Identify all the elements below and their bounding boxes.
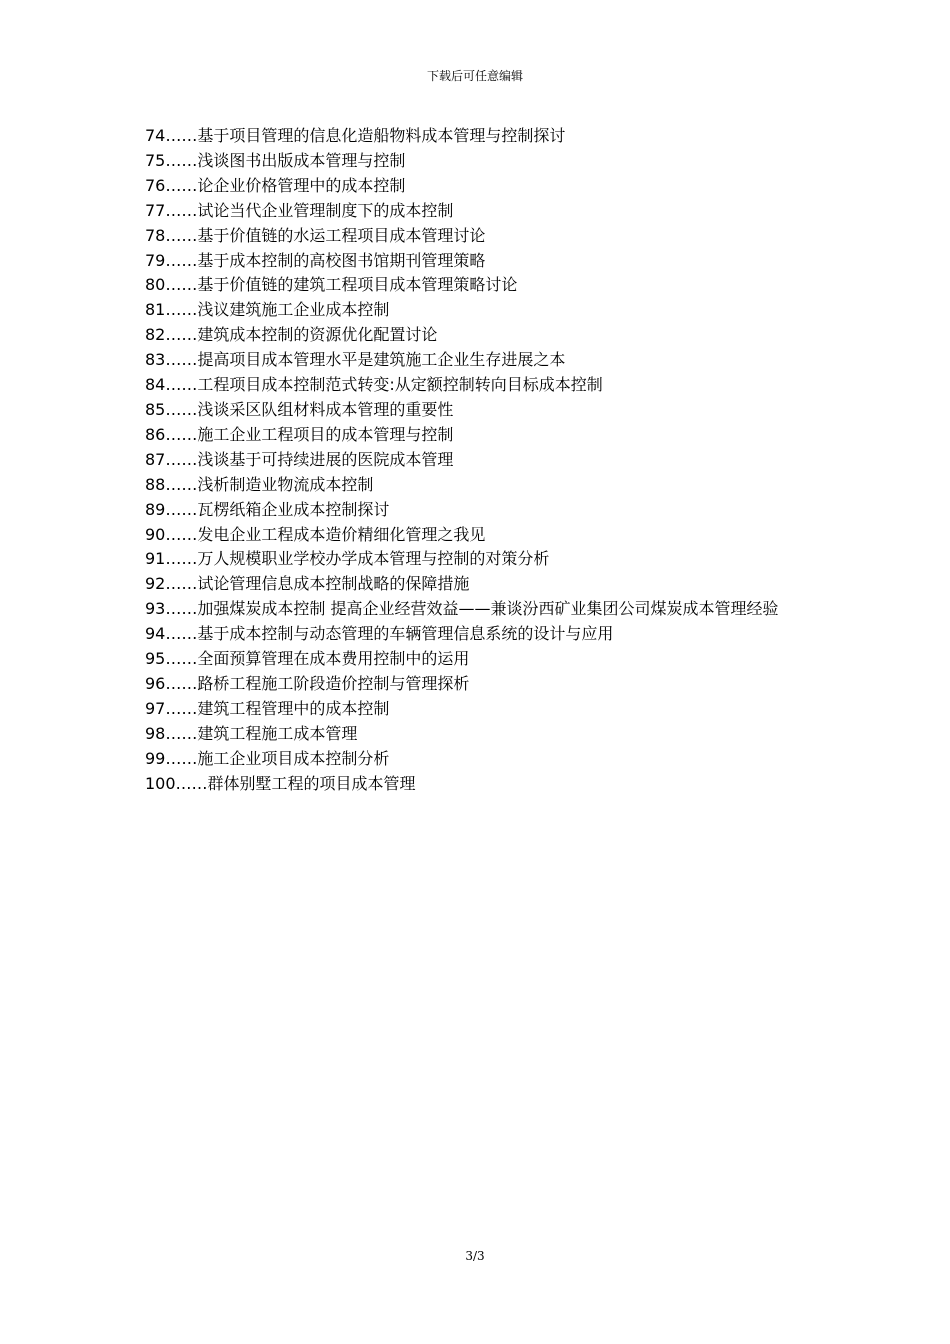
list-item: 75……浅谈图书出版成本管理与控制 <box>145 150 406 170</box>
list-item: 90……发电企业工程成本造价精细化管理之我见 <box>145 524 486 544</box>
list-item: 97……建筑工程管理中的成本控制 <box>145 698 390 718</box>
list-item: 91……万人规模职业学校办学成本管理与控制的对策分析 <box>145 549 550 569</box>
list-item: 93……加强煤炭成本控制 提高企业经营效益——兼谈汾西矿业集团公司煤炭成本管理经验 <box>145 599 779 619</box>
list-item: 74……基于项目管理的信息化造船物料成本管理与控制探讨 <box>145 126 566 145</box>
list-item: 92……试论管理信息成本控制战略的保障措施 <box>145 574 470 594</box>
list-item: 88……浅析制造业物流成本控制 <box>145 474 374 494</box>
list-item: 95……全面预算管理在成本费用控制中的运用 <box>145 649 470 669</box>
list-item: 76……论企业价格管理中的成本控制 <box>145 175 406 195</box>
list-item: 87……浅谈基于可持续进展的医院成本管理 <box>145 449 454 469</box>
list-item: 98……建筑工程施工成本管理 <box>145 723 358 743</box>
page-header: 下载后可任意编辑 <box>426 69 523 83</box>
list-item: 85……浅谈采区队组材料成本管理的重要性 <box>145 399 454 419</box>
list-item: 86……施工企业工程项目的成本管理与控制 <box>145 424 454 444</box>
list-item: 94……基于成本控制与动态管理的车辆管理信息系统的设计与应用 <box>145 624 614 644</box>
list-item: 83……提高项目成本管理水平是建筑施工企业生存进展之本 <box>145 350 566 370</box>
list-item: 99……施工企业项目成本控制分析 <box>145 748 390 768</box>
reference-list <box>145 124 810 796</box>
list-item: 84……工程项目成本控制范式转变:从定额控制转向目标成本控制 <box>145 375 603 395</box>
list-item: 100……群体别墅工程的项目成本管理 <box>145 773 416 793</box>
list-item: 82……建筑成本控制的资源优化配置讨论 <box>145 325 438 345</box>
list-item: 89……瓦楞纸箱企业成本控制探讨 <box>145 499 390 519</box>
list-item: 77……试论当代企业管理制度下的成本控制 <box>145 200 454 220</box>
list-item: 80……基于价值链的建筑工程项目成本管理策略讨论 <box>145 275 518 295</box>
page-number: 3/3 <box>465 1249 485 1263</box>
list-item: 78……基于价值链的水运工程项目成本管理讨论 <box>145 225 486 245</box>
list-item: 81……浅议建筑施工企业成本控制 <box>145 300 390 320</box>
list-item: 79……基于成本控制的高校图书馆期刊管理策略 <box>145 250 486 270</box>
list-item: 96……路桥工程施工阶段造价控制与管理探析 <box>145 673 470 693</box>
